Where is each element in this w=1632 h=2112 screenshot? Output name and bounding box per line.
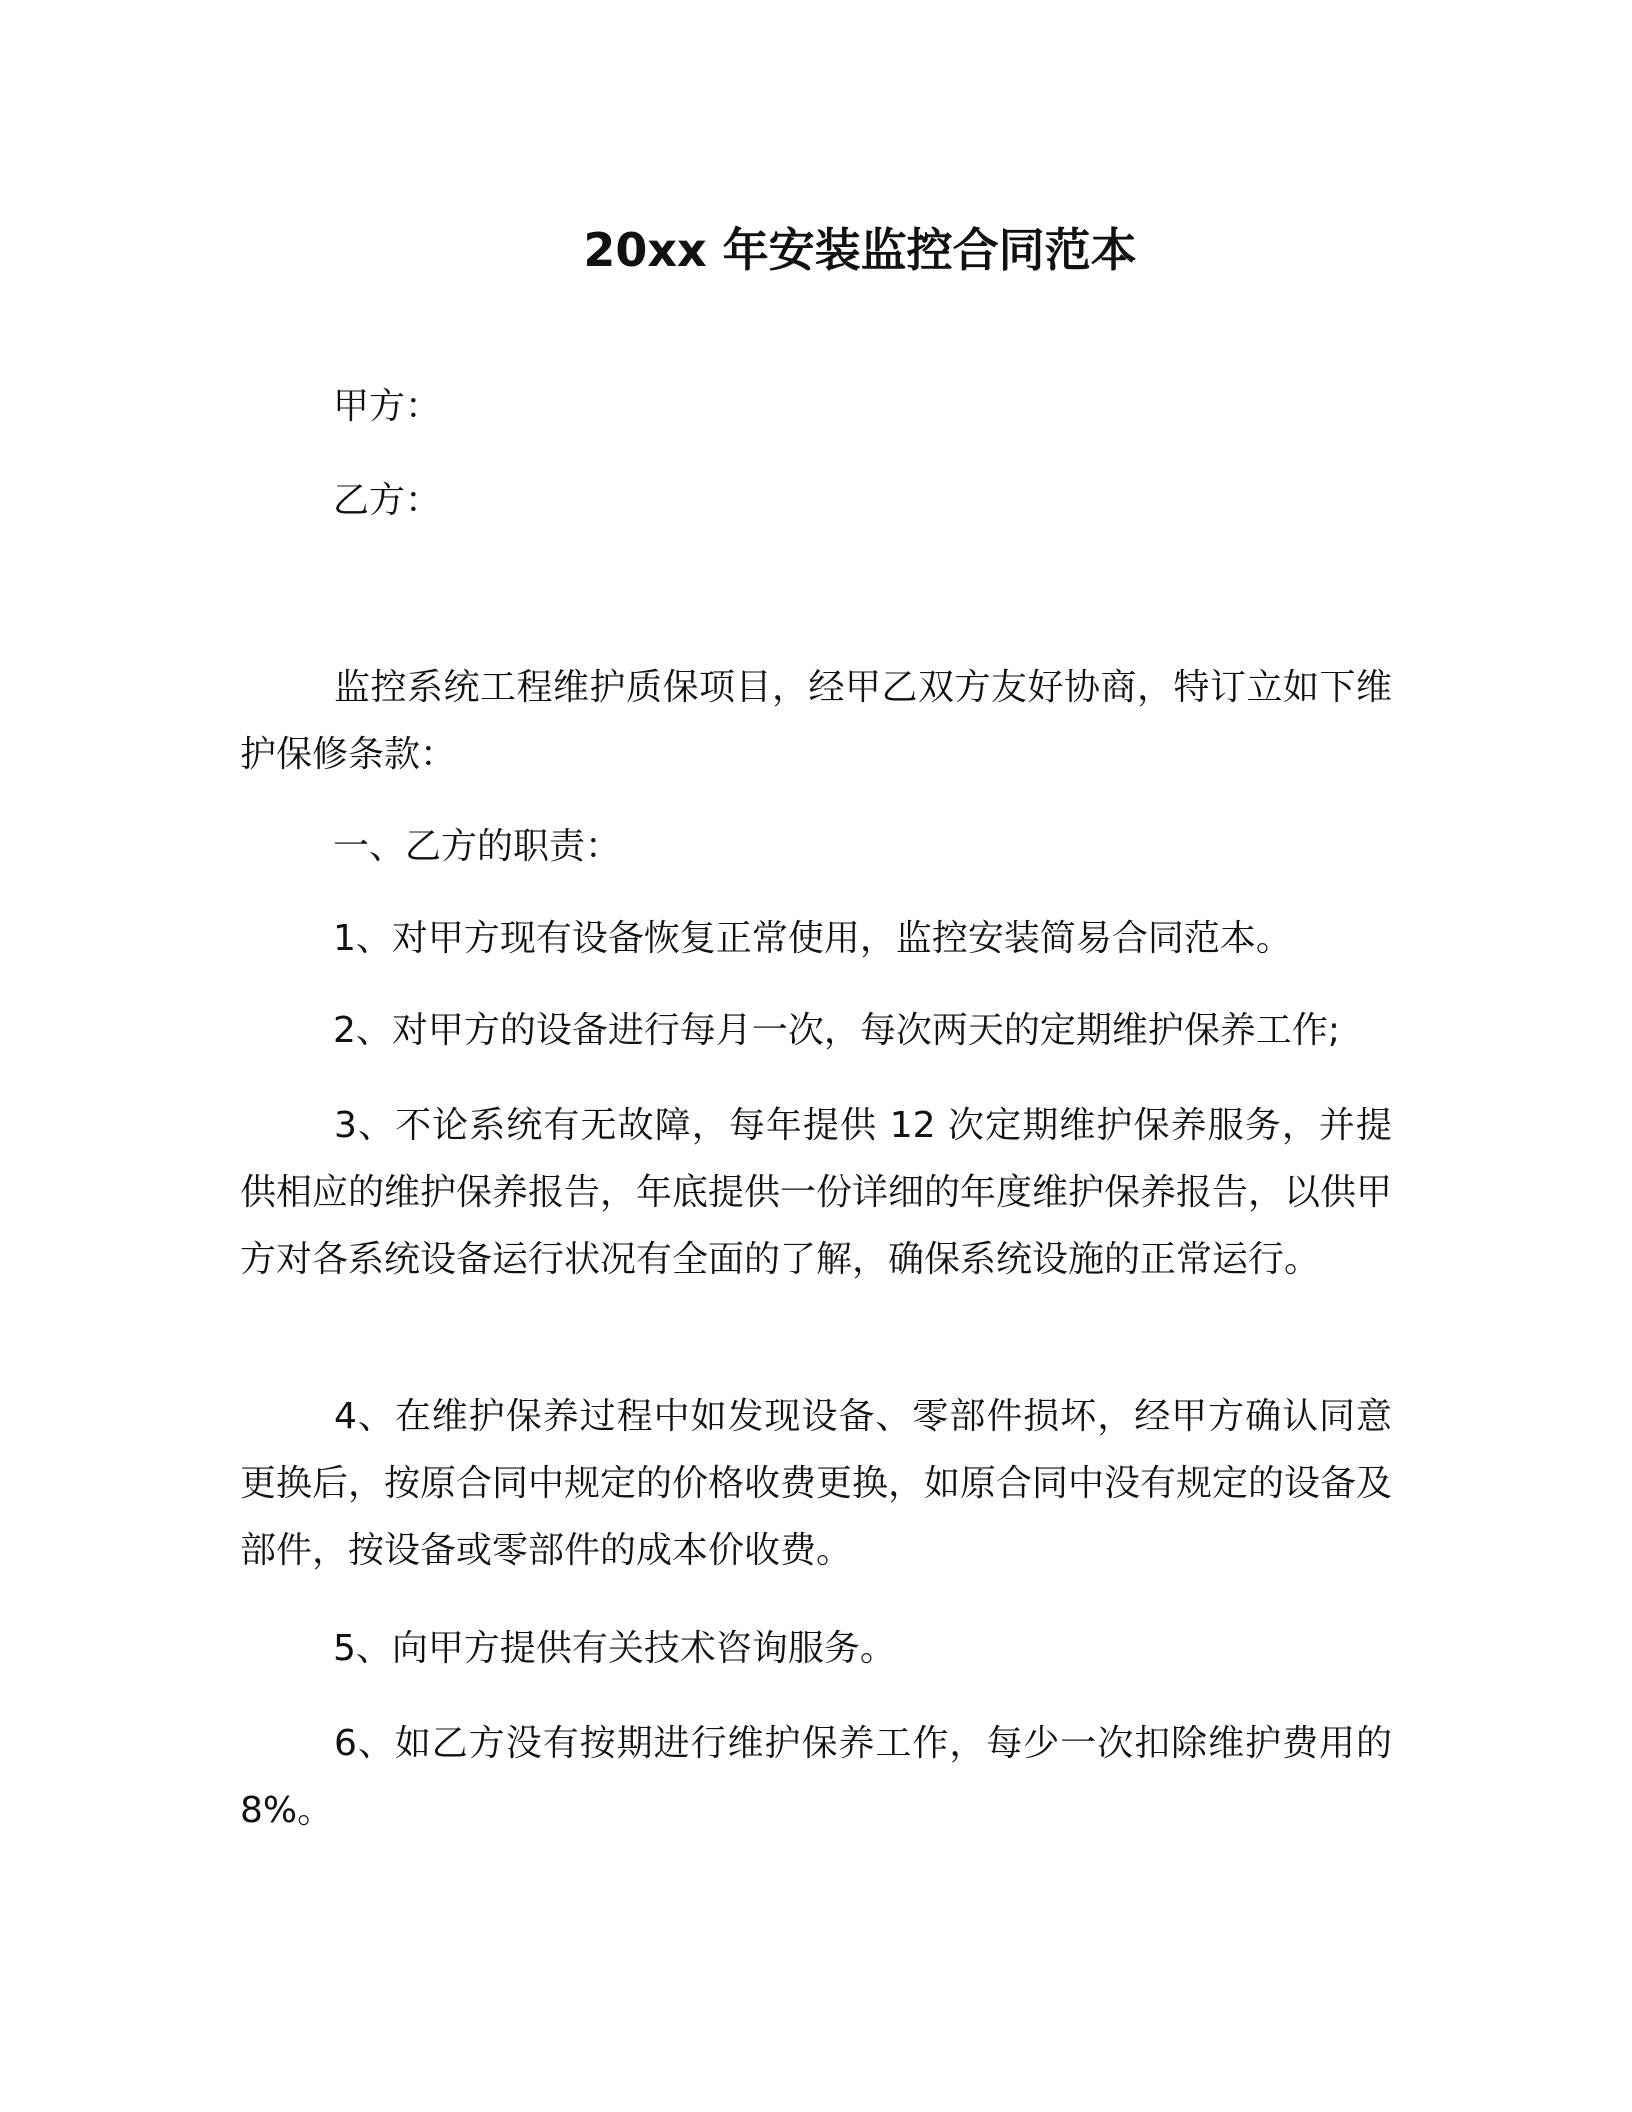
list-item-3: 3、不论系统有无故障，每年提供 12 次定期维护保养服务，并提供相应的维护保养报告，年底提供一份详细的年度维护保养报告，以供甲方对各系统设备运行状况有全面的了解，确保系统设施的正常运行。: [240, 1105, 1393, 1280]
list-item-5: 5、向甲方提供有关技术咨询服务。: [333, 1628, 896, 1669]
party-a-label: 甲方：: [333, 386, 442, 427]
section-heading: 一、乙方的职责：: [333, 826, 622, 867]
list-item-4: 4、在维护保养过程中如发现设备、零部件损坏，经甲方确认同意更换后，按原合同中规定的价格收费更换，如原合同中没有规定的设备及部件，按设备或零部件的成本价收费。: [240, 1396, 1393, 1571]
list-item-6: 6、如乙方没有按期进行维护保养工作，每少一次扣除维护费用的 8%。: [240, 1723, 1392, 1831]
intro-paragraph: 监控系统工程维护质保项目，经甲乙双方友好协商，特订立如下维护保修条款：: [240, 667, 1392, 775]
list-item-1: 1、对甲方现有设备恢复正常使用，监控安装简易合同范本。: [333, 918, 1292, 959]
document-title: 20xx 年安装监控合同范本: [583, 223, 1137, 277]
list-item-2: 2、对甲方的设备进行每月一次，每次两天的定期维护保养工作;: [333, 1010, 1341, 1051]
party-b-label: 乙方：: [333, 480, 442, 521]
